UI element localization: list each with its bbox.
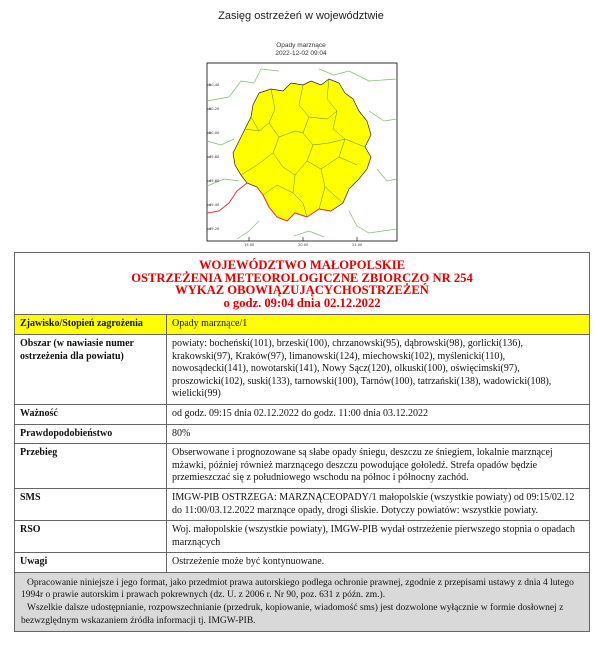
table-row	[15, 521, 590, 553]
copyright-footer-row	[15, 572, 590, 631]
x-tick-label: 19.00	[244, 243, 255, 247]
row-label: Prawdopodobieństwo	[15, 424, 167, 444]
x-tick-label: 20.00	[298, 243, 309, 247]
table-row	[15, 553, 590, 573]
row-value: 80%	[167, 424, 590, 444]
y-tick-label: 49.40	[209, 203, 220, 207]
header-bulletin-number: OSTRZEŻENIA METEOROLOGICZNE ZBIORCZO NR 254	[131, 270, 473, 285]
x-tick-label: 21.00	[352, 243, 363, 247]
row-label: Uwagi	[15, 553, 167, 573]
row-label: Ważność	[15, 404, 167, 424]
row-value: od godz. 09:15 dnia 02.12.2022 do godz. 11:00 dnia 03.12.2022	[167, 404, 590, 424]
table-row	[15, 488, 590, 520]
warnings-table	[14, 252, 590, 632]
map-datetime: 2022-12-02 09:04	[275, 50, 327, 57]
warning-map	[199, 42, 403, 252]
row-value: Woj. małopolskie (wszystkie powiaty), IMGW-PIB wydał ostrzeżenie pierwszego stopnia o opadach marznących	[167, 521, 590, 553]
row-value: Opady marznące/1	[167, 315, 590, 335]
header-voivodeship: WOJEWÓDZTWO MAŁOPOLSKIE	[198, 258, 406, 272]
map-title: Opady marznące	[276, 42, 326, 49]
row-value: IMGW-PIB OSTRZEGA: MARZNĄCEOPADY/1 małopolskie (wszystkie powiaty) od 09:15/02.12 do 11:00/03.12.2022 marznące opady, drogi śliskie. Dotyczy powiatów: wszystkie powiaty.	[167, 488, 590, 520]
table-row	[15, 404, 590, 424]
row-value: Ostrzeżenie może być kontynuowane.	[167, 553, 590, 573]
table-row	[15, 444, 590, 489]
y-tick-label: 49.20	[209, 227, 220, 231]
row-label: RSO	[15, 521, 167, 553]
y-tick-label: 49.60	[209, 179, 220, 183]
table-row	[15, 315, 590, 335]
y-tick-label: 50.00	[209, 131, 220, 135]
row-label: SMS	[15, 488, 167, 520]
table-header	[15, 253, 590, 315]
copyright-footer	[15, 572, 590, 631]
distribution-note: Wszelkie dalsze udostępnianie, rozpowszechnianie (przedruk, kopiowanie, wiadomość sms) jest dozwolone wyłącznie w formie dosłownej z bezwzględnym wskazaniem źródła informacji tj. IMGW-PIB.	[21, 603, 564, 626]
table-header-row	[15, 253, 590, 315]
row-label: Przebieg	[15, 444, 167, 489]
copyright-note: Opracowanie niniejsze i jego format, jako przedmiot prawa autorskiego podlega ochronie prawnej, zgodnie z przepisami ustawy z dnia 4 lutego 1994r o prawie autorskim i prawach pokrewnych (dz. U. z 2006 r. Nr 90, poz. 631 z późn. zm.).	[21, 577, 574, 601]
y-tick-label: 50.40	[209, 83, 220, 87]
table-row	[15, 424, 590, 444]
y-tick-label: 49.80	[209, 155, 220, 159]
page-title: Zasięg ostrzeżeń w województwie	[218, 10, 384, 22]
row-label: Zjawisko/Stopień zagrożenia	[15, 315, 167, 335]
map-graphic	[199, 61, 403, 251]
header-issue-time: o godz. 09:04 dnia 02.12.2022	[223, 295, 381, 310]
row-value: powiaty: bocheński(101), brzeski(100), chrzanowski(95), dąbrowski(98), gorlicki(136), krakowski(97), Kraków(97), limanowski(124), miechowski(102), myślenicki(110), nowosądecki(141), nowotarski(141), Nowy Sącz(120), olkuski(100), oświęcimski(97), proszowicki(102), suski(133), tarnowski(100), Tarnów(100), tatrzański(138), wadowicki(108), wielicki(99)	[167, 334, 590, 404]
row-value: Obserwowane i prognozowane są słabe opady śniegu, deszczu ze śniegiem, lokalnie marznącej mżawki, później również marznącego deszczu powodujące gołoledź. Strefa opadów będzie przemieszczać się z południowego wschodu na północ i północny zachód.	[167, 444, 590, 489]
y-tick-label: 50.20	[209, 107, 220, 111]
header-list-title: WYKAZ OBOWIĄZUJĄCYCHOSTRZEŻEŃ	[175, 283, 429, 298]
row-label: Obszar (w nawiasie numer ostrzeżenia dla powiatu)	[15, 334, 167, 404]
table-row	[15, 334, 590, 404]
